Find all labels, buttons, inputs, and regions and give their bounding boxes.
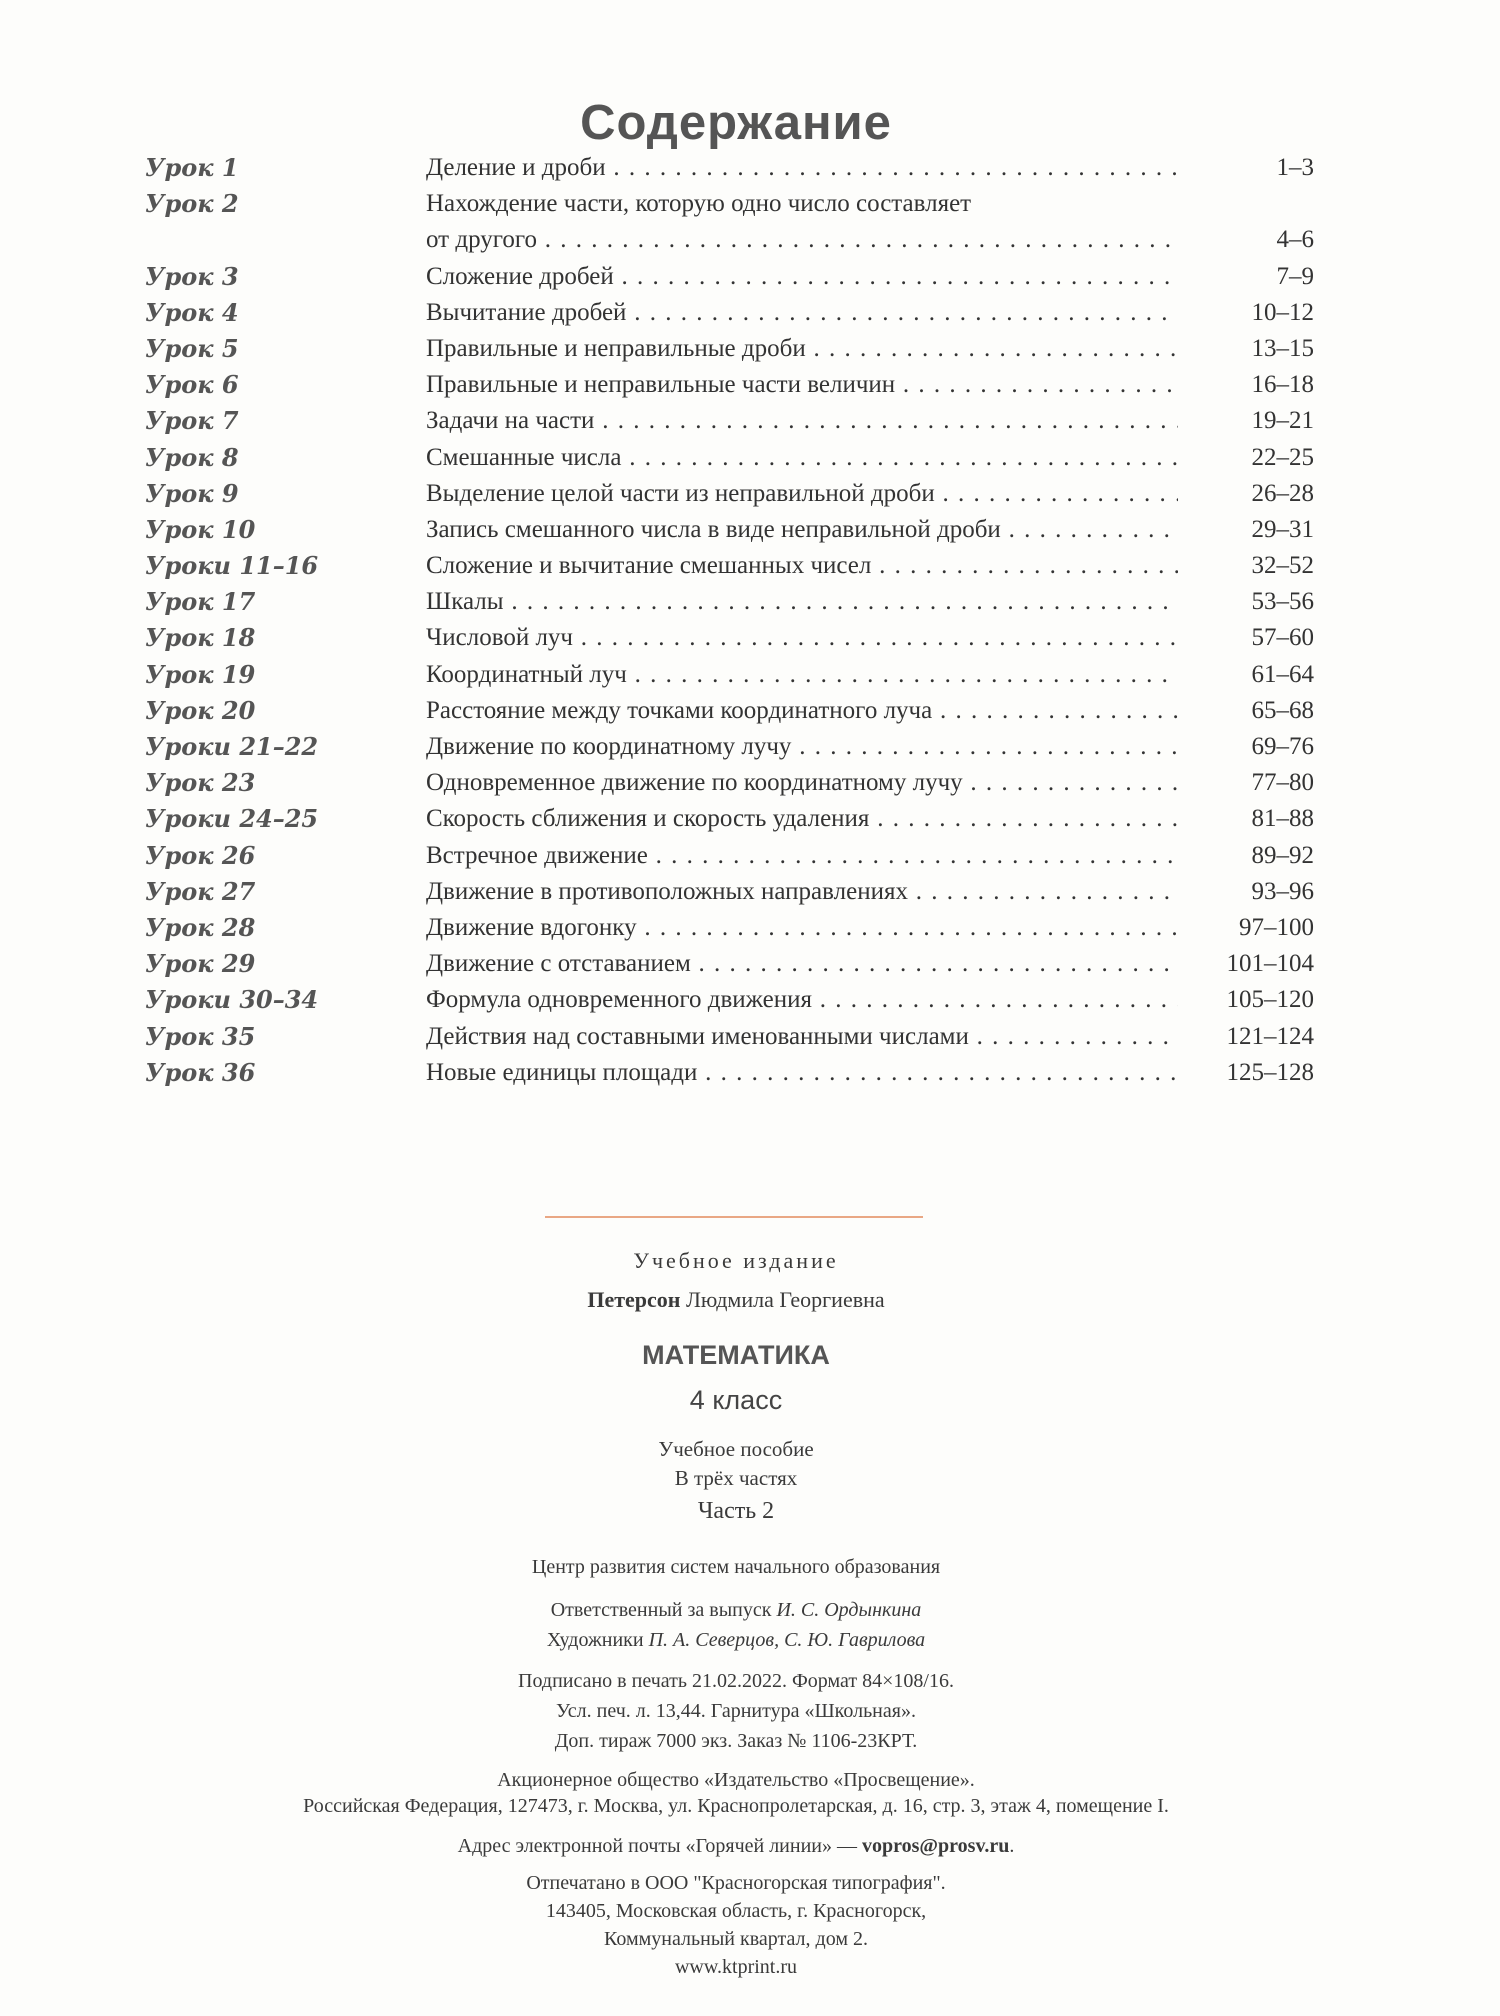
- toc-topic-text: Действия над составными именованными числами . . .: [426, 1019, 1178, 1055]
- toc-pages: 7–9: [1276, 262, 1314, 290]
- toc-row: [0, 838, 1500, 874]
- toc-topic: [426, 946, 1178, 982]
- toc-topic-text: Сложение и вычитание смешанных чисел . . .: [426, 548, 1178, 584]
- toc-row: [0, 801, 1500, 837]
- toc-row: [0, 1019, 1500, 1055]
- toc-topic-text: Запись смешанного числа в виде неправильной дроби . . .: [426, 512, 1178, 548]
- toc-row: [0, 403, 1500, 439]
- toc-topic-text: Расстояние между точками координатного луча . . .: [426, 693, 1178, 729]
- toc-pages: 32–52: [1251, 552, 1314, 580]
- toc-pages: 89–92: [1251, 841, 1314, 869]
- toc-row: [0, 548, 1500, 584]
- toc-topic: [426, 982, 1178, 1018]
- book-title: МАТЕМАТИКА: [642, 1340, 830, 1370]
- toc-row: [0, 765, 1500, 801]
- toc-topic: [426, 259, 1178, 295]
- toc-row: [0, 584, 1500, 620]
- toc-topic-text: Правильные и неправильные части величин . . .: [426, 367, 1178, 403]
- toc-lesson-label: Урок 10: [145, 514, 256, 544]
- hotline: Адрес электронной почты «Горячей линии» — vopros@prosv.ru.: [457, 1835, 1015, 1857]
- toc-row: [0, 657, 1500, 693]
- toc-lesson-label: Урок 6: [145, 370, 239, 400]
- printer-line-2: 143405, Московская область, г. Красногорск,: [545, 1900, 927, 1922]
- credit-artists-name: П. А. Северцов, С. Ю. Гаврилова: [648, 1629, 926, 1651]
- toc-row: [0, 512, 1500, 548]
- toc-row: [0, 729, 1500, 765]
- toc-pages: 53–56: [1251, 588, 1314, 616]
- printer-website[interactable]: www.ktprint.ru: [674, 1956, 798, 1978]
- toc-topic-text: Выделение целой части из неправильной дроби . . .: [426, 476, 1178, 512]
- toc-lesson-label: Урок 5: [145, 333, 239, 363]
- toc-topic-text: Деление и дроби . . .: [426, 150, 1178, 186]
- grade: 4 класс: [689, 1385, 783, 1415]
- toc-pages: 4–6: [1276, 226, 1314, 254]
- toc-pages: 69–76: [1251, 733, 1314, 761]
- toc-topic-text: Движение с отставанием . . .: [426, 946, 1178, 982]
- toc-topic-text: Правильные и неправильные дроби . . .: [426, 331, 1178, 367]
- toc-lesson-label: Урок 4: [145, 297, 239, 327]
- toc-pages: 61–64: [1251, 660, 1314, 688]
- toc-row: [0, 946, 1500, 982]
- toc-pages: 77–80: [1251, 769, 1314, 797]
- toc-lesson-label: Урок 17: [145, 587, 256, 617]
- toc-lesson-label: Уроки 11–16: [145, 551, 319, 581]
- toc-row: [0, 476, 1500, 512]
- toc-topic-text: Вычитание дробей . . .: [426, 295, 1178, 331]
- toc-topic: [426, 403, 1178, 439]
- toc-topic-text: Числовой луч . . .: [426, 620, 1178, 656]
- print-info-2: Усл. печ. л. 13,44. Гарнитура «Школьная».: [556, 1700, 916, 1722]
- toc-lesson-label: Урок 9: [145, 478, 239, 508]
- toc-pages: 13–15: [1251, 334, 1314, 362]
- toc-pages: 81–88: [1251, 805, 1314, 833]
- toc-pages: 105–120: [1226, 986, 1314, 1014]
- toc-topic: [426, 150, 1178, 186]
- toc-pages: 57–60: [1251, 624, 1314, 652]
- toc-topic: [426, 476, 1178, 512]
- toc-lesson-label: Урок 8: [145, 442, 239, 472]
- toc-lesson-label: Урок 7: [145, 406, 239, 436]
- toc-row: [0, 1055, 1500, 1091]
- toc-pages: 121–124: [1226, 1022, 1314, 1050]
- toc-pages: 10–12: [1251, 298, 1314, 326]
- toc-row: [0, 259, 1500, 295]
- credit-artists-label: Художники: [546, 1629, 644, 1651]
- toc-row: [0, 367, 1500, 403]
- toc-topic: [426, 548, 1178, 584]
- toc-lesson-label: Урок 20: [145, 695, 256, 725]
- toc-row: [0, 693, 1500, 729]
- table-of-contents: [0, 150, 1500, 1091]
- toc-topic-text: Координатный луч . . .: [426, 657, 1178, 693]
- toc-lesson-label: Уроки 24–25: [145, 804, 319, 834]
- credit-artists: [0, 1629, 1472, 1652]
- toc-pages: 1–3: [1276, 154, 1314, 181]
- toc-row: [0, 331, 1500, 367]
- credit-editor-name: И. С. Ордынкина: [776, 1599, 922, 1621]
- toc-lesson-label: Урок 2: [145, 189, 239, 219]
- toc-lesson-label: Урок 19: [145, 659, 256, 689]
- toc-topic-text: Встречное движение . . .: [426, 838, 1178, 874]
- toc-lesson-label: Уроки 21–22: [145, 732, 319, 762]
- toc-topic-text: Скорость сближения и скорость удаления . . .: [426, 801, 1178, 837]
- toc-row: [0, 982, 1500, 1018]
- toc-lesson-label: Урок 23: [145, 768, 256, 798]
- printer-line-1: Отпечатано в ООО "Красногорская типография".: [526, 1872, 946, 1894]
- toc-topic: [426, 910, 1178, 946]
- toc-topic: [426, 584, 1178, 620]
- toc-topic-text: Движение вдогонку . . .: [426, 910, 1178, 946]
- toc-topic: [426, 620, 1178, 656]
- toc-pages: 22–25: [1251, 443, 1314, 471]
- toc-lesson-label: Уроки 30–34: [145, 985, 319, 1015]
- toc-topic-text: Движение в противоположных направлениях . . .: [426, 874, 1178, 910]
- toc-pages: 97–100: [1239, 913, 1314, 941]
- toc-topic: [426, 693, 1178, 729]
- author: [0, 1287, 1472, 1313]
- toc-topic-text: Новые единицы площади . . .: [426, 1055, 1178, 1091]
- toc-pages: 29–31: [1251, 515, 1314, 543]
- publisher-address: Российская Федерация, 127473, г. Москва, ул. Краснопролетарская, д. 16, стр. 3, этаж 4, помещение I.: [303, 1795, 1169, 1817]
- toc-topic: [426, 657, 1178, 693]
- toc-topic: [426, 874, 1178, 910]
- toc-row: [0, 186, 1500, 258]
- toc-pages: 16–18: [1251, 371, 1314, 399]
- hotline-email[interactable]: vopros@prosv.ru: [862, 1835, 1010, 1857]
- toc-lesson-label: Урок 18: [145, 623, 256, 653]
- author-surname: Петерсон: [587, 1287, 681, 1312]
- toc-pages: 101–104: [1226, 950, 1314, 978]
- toc-lesson-label: Урок 35: [145, 1021, 256, 1051]
- toc-row: [0, 910, 1500, 946]
- toc-row: [0, 620, 1500, 656]
- toc-row: [0, 440, 1500, 476]
- toc-topic-text: Шкалы . . .: [426, 584, 1178, 620]
- toc-lesson-label: Урок 26: [145, 840, 256, 870]
- toc-topic: [426, 765, 1178, 801]
- publisher-company: Акционерное общество «Издательство «Просвещение».: [497, 1769, 975, 1791]
- toc-lesson-label: Урок 1: [145, 153, 239, 182]
- parts-count: В трёх частях: [674, 1466, 798, 1490]
- print-info-3: Доп. тираж 7000 экз. Заказ № 1106-23КРТ.: [554, 1730, 918, 1752]
- print-info-1: Подписано в печать 21.02.2022. Формат 84×108/16.: [518, 1670, 954, 1692]
- toc-topic: [426, 440, 1178, 476]
- toc-lesson-label: Урок 3: [145, 261, 239, 291]
- credit-editor-label: Ответственный за выпуск: [550, 1599, 772, 1621]
- toc-pages: 65–68: [1251, 696, 1314, 724]
- toc-topic: [426, 838, 1178, 874]
- toc-topic-text: Задачи на части . . .: [426, 403, 1178, 439]
- toc-topic: [426, 801, 1178, 837]
- toc-topic: [426, 295, 1178, 331]
- credit-editor: [0, 1599, 1472, 1622]
- toc-lesson-label: Урок 29: [145, 949, 256, 979]
- toc-pages: 93–96: [1251, 877, 1314, 905]
- toc-pages: 125–128: [1226, 1058, 1314, 1086]
- book-kind: Учебное пособие: [658, 1437, 814, 1461]
- toc-topic: [426, 729, 1178, 765]
- toc-topic-text: Движение по координатному лучу . . .: [426, 729, 1178, 765]
- divider-line: [545, 1216, 923, 1218]
- toc-row: [0, 150, 1500, 186]
- toc-lesson-label: Урок 27: [145, 876, 256, 906]
- toc-row: [0, 295, 1500, 331]
- toc-topic: [426, 367, 1178, 403]
- toc-pages: 26–28: [1251, 479, 1314, 507]
- toc-topic: [426, 1055, 1178, 1091]
- part-number: Часть 2: [697, 1498, 775, 1524]
- toc-row: [0, 874, 1500, 910]
- toc-topic-text: Одновременное движение по координатному лучу . . .: [426, 765, 1178, 801]
- toc-topic: [426, 1019, 1178, 1055]
- toc-topic-text: Смешанные числа . . .: [426, 440, 1178, 476]
- toc-topic-line1: Нахождение части, которую одно число составляет: [426, 190, 972, 218]
- publisher-center: Центр развития систем начального образования: [531, 1556, 941, 1578]
- toc-lesson-label: Урок 28: [145, 912, 256, 942]
- edition-type: Учебное издание: [633, 1248, 839, 1273]
- toc-pages: 19–21: [1251, 407, 1314, 435]
- toc-topic-text: Сложение дробей . . .: [426, 259, 1178, 295]
- toc-topic-text: Формула одновременного движения . . .: [426, 982, 1178, 1018]
- toc-topic: [426, 331, 1178, 367]
- printer-line-3: Коммунальный квартал, дом 2.: [604, 1928, 868, 1950]
- toc-topic-text: от другого . . .: [426, 222, 1178, 258]
- toc-lesson-label: Урок 36: [145, 1057, 256, 1087]
- toc-topic: [426, 512, 1178, 548]
- hotline-label: Адрес электронной почты «Горячей линии» —: [457, 1835, 857, 1857]
- toc-topic: [426, 186, 1178, 258]
- page-title: Содержание: [580, 95, 892, 150]
- author-name: Людмила Георгиевна: [685, 1287, 885, 1312]
